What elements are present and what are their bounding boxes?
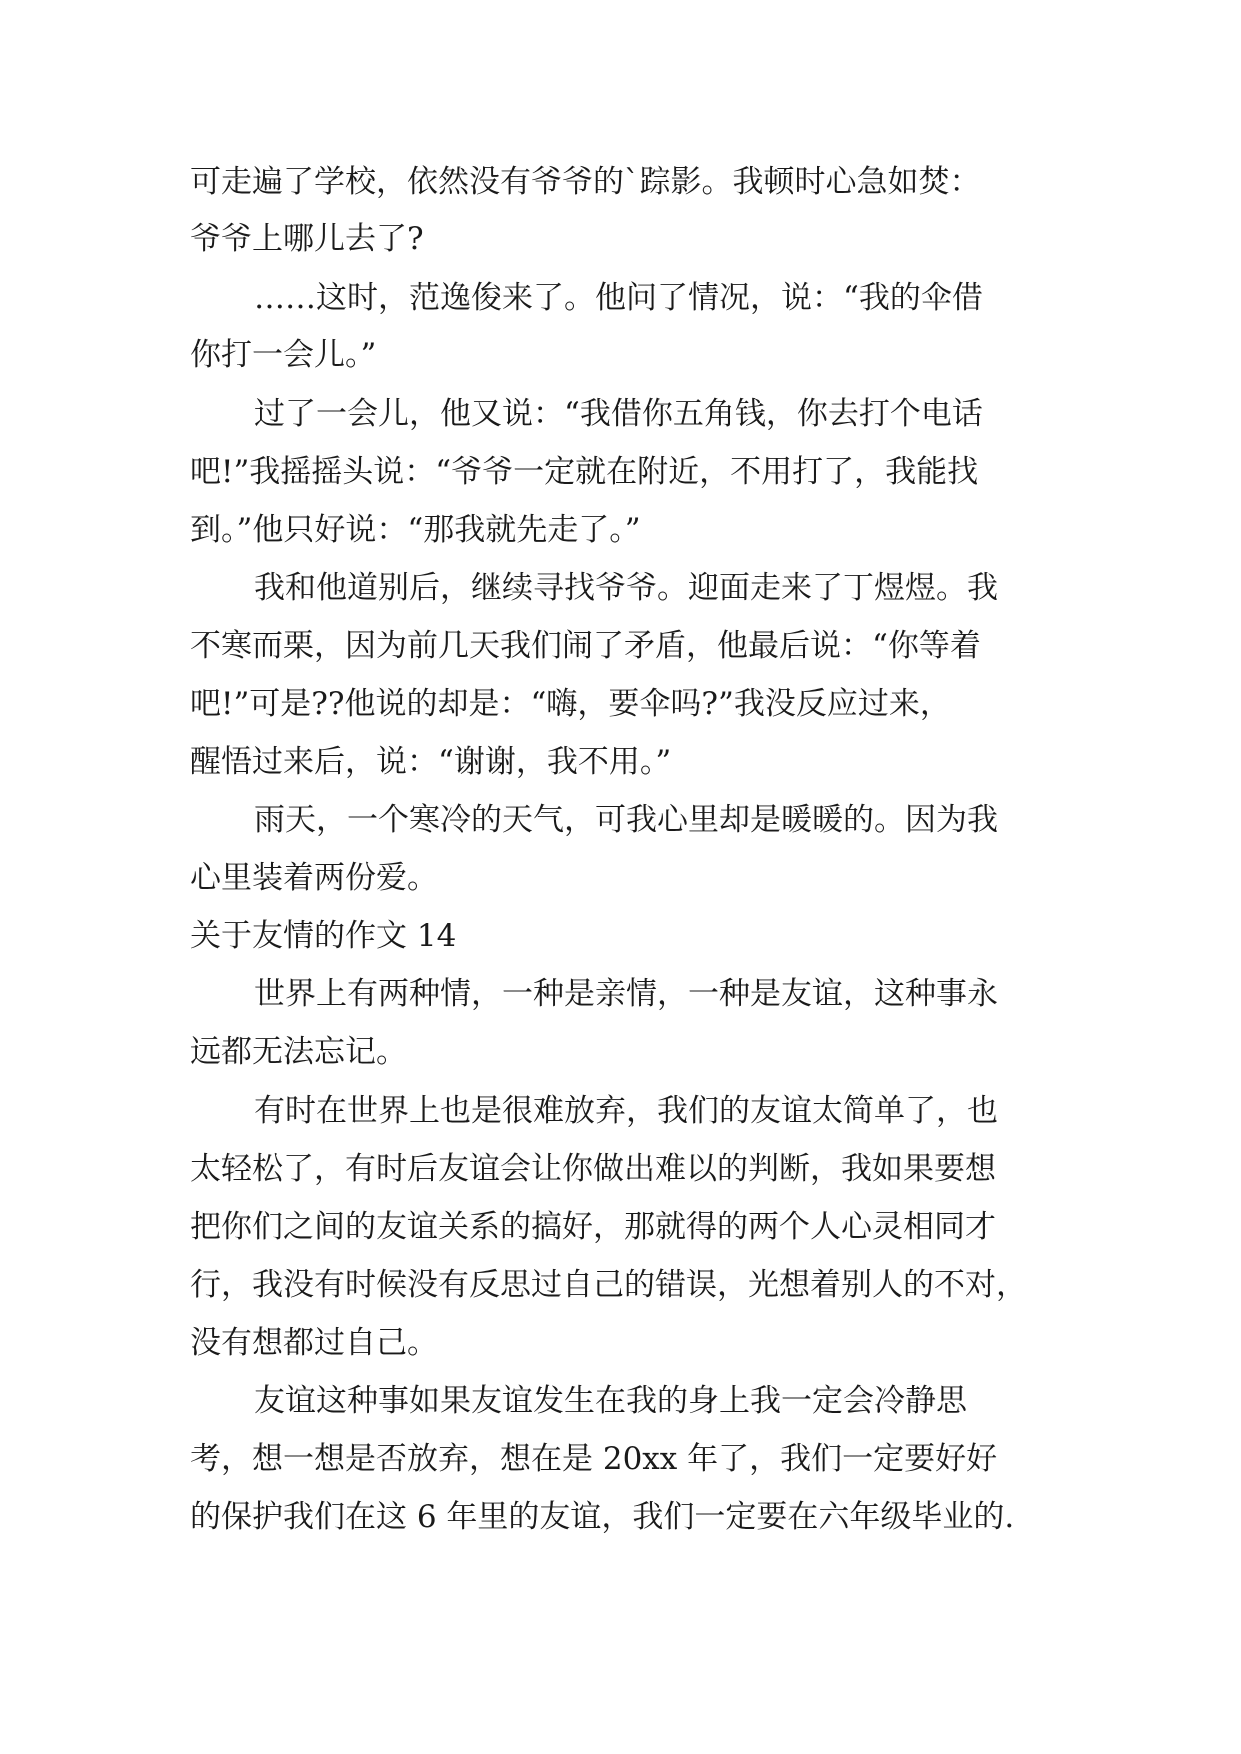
text-line: 太轻松了，有时后友谊会让你做出难以的判断，我如果要想 <box>190 1151 996 1187</box>
text-line: 的保护我们在这 6 年里的友谊，我们一定要在六年级毕业的. <box>190 1499 1015 1535</box>
paragraph-start: 雨天，一个寒冷的天气，可我心里却是暖暖的。因为我 <box>254 802 998 838</box>
section-heading: 关于友情的作文 14 <box>190 918 457 954</box>
text-line: 心里装着两份爱。 <box>190 860 438 896</box>
text-line: 不寒而栗，因为前几天我们闹了矛盾，他最后说：“你等着 <box>190 628 981 664</box>
text-line: 爷爷上哪儿去了? <box>190 221 424 257</box>
text-line: 吧!”可是??他说的却是：“嗨，要伞吗?”我没反应过来， <box>190 686 951 722</box>
paragraph-start: ……这时，范逸俊来了。他问了情况，说：“我的伞借 <box>254 280 983 316</box>
paragraph-start: 有时在世界上也是很难放弃，我们的友谊太简单了，也 <box>254 1093 998 1129</box>
paragraph-start: 我和他道别后，继续寻找爷爷。迎面走来了丁煜煜。我 <box>254 570 998 606</box>
text-line: 醒悟过来后，说：“谢谢，我不用。” <box>190 744 672 780</box>
text-line: 考，想一想是否放弃，想在是 20xx 年了，我们一定要好好 <box>190 1441 998 1477</box>
text-line: 你打一会儿。” <box>190 337 377 373</box>
text-line: 远都无法忘记。 <box>190 1034 407 1070</box>
text-line: 吧!”我摇摇头说：“爷爷一定就在附近，不用打了，我能找 <box>190 454 979 490</box>
text-line: 可走遍了学校，依然没有爷爷的`踪影。我顿时心急如焚： <box>190 164 981 200</box>
text-line: 行，我没有时候没有反思过自己的错误，光想着别人的不对， <box>190 1267 1027 1303</box>
paragraph-start: 过了一会儿，他又说：“我借你五角钱，你去打个电话 <box>254 396 983 432</box>
text-line: 把你们之间的友谊关系的搞好，那就得的两个人心灵相同才 <box>190 1209 996 1245</box>
paragraph-start: 友谊这种事如果友谊发生在我的身上我一定会冷静思 <box>254 1383 967 1419</box>
text-line: 没有想都过自己。 <box>190 1325 438 1361</box>
paragraph-start: 世界上有两种情，一种是亲情，一种是友谊，这种事永 <box>254 976 998 1012</box>
text-line: 到。”他只好说：“那我就先走了。” <box>190 512 641 548</box>
